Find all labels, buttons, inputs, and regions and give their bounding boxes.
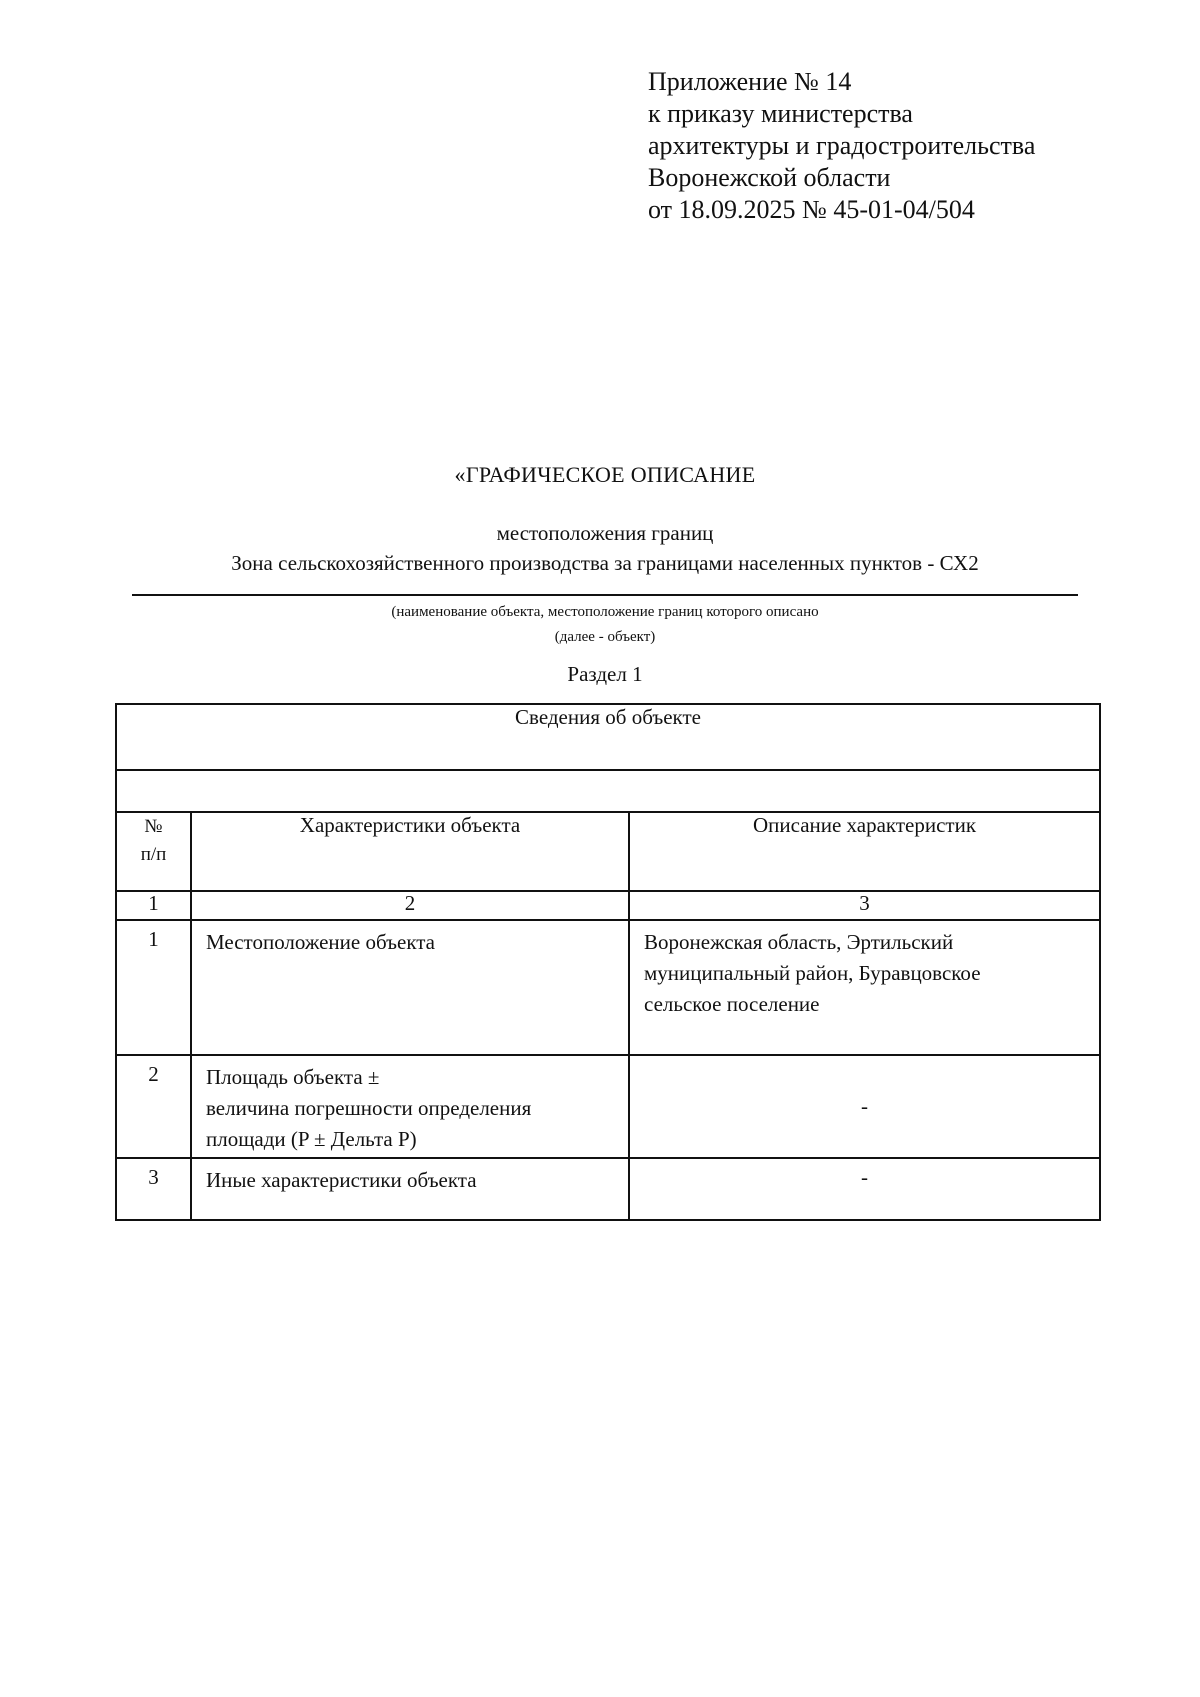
table-title-row xyxy=(116,704,1100,770)
row-num: 3 xyxy=(116,1158,191,1220)
characteristic-line: Площадь объекта ± xyxy=(206,1065,380,1089)
table-index-row xyxy=(116,891,1100,920)
row-description: - xyxy=(629,1055,1100,1158)
index-cell: 3 xyxy=(629,891,1100,920)
header-description: Описание характеристик xyxy=(629,812,1100,891)
object-info-table xyxy=(115,703,1101,1221)
section-label: Раздел 1 xyxy=(567,662,643,686)
characteristic-line: Местоположение объекта xyxy=(206,930,436,954)
header-num-line: № xyxy=(144,816,163,837)
row-num: 1 xyxy=(116,920,191,1055)
index-cell: 2 xyxy=(191,891,629,920)
document-subtitle xyxy=(132,518,1078,578)
table-row xyxy=(116,920,1100,1055)
index-cell: 1 xyxy=(116,891,191,920)
characteristic-line: Иные характеристики объекта xyxy=(206,1168,477,1192)
appendix-line: архитектуры и градостроительства xyxy=(648,131,1036,160)
row-characteristic xyxy=(191,920,629,1055)
row-description: - xyxy=(629,1158,1100,1220)
header-characteristic: Характеристики объекта xyxy=(191,812,629,891)
caption-line: (далее - объект) xyxy=(554,629,656,645)
description-line: Воронежская область, Эртильский xyxy=(644,930,954,954)
description-line: сельское поселение xyxy=(644,992,820,1016)
table-header-row xyxy=(116,812,1100,891)
table-blank-row xyxy=(116,770,1100,812)
table-row xyxy=(116,1158,1100,1220)
appendix-line: от 18.09.2025 № 45-01-04/504 xyxy=(648,195,975,224)
appendix-line: Приложение № 14 xyxy=(648,67,852,96)
characteristic-line: величина погрешности определения xyxy=(206,1096,532,1120)
table-title: Сведения об объекте xyxy=(116,704,1100,770)
appendix-line: Воронежской области xyxy=(648,163,891,192)
caption-line: (наименование объекта, местоположение границ которого описано xyxy=(391,604,819,620)
row-description xyxy=(629,920,1100,1055)
appendix-block xyxy=(648,66,1035,226)
object-name: Зона сельскохозяйственного производства за границами населенных пунктов - СХ2 xyxy=(231,551,979,575)
header-num-line: п/п xyxy=(140,844,167,865)
header-num xyxy=(116,812,191,891)
document-title: «ГРАФИЧЕСКОЕ ОПИСАНИЕ xyxy=(454,462,756,487)
row-characteristic xyxy=(191,1158,629,1220)
underline-rule xyxy=(132,594,1078,596)
subtitle-line: местоположения границ xyxy=(496,521,714,545)
blank-cell xyxy=(116,770,1100,812)
table-row xyxy=(116,1055,1100,1158)
appendix-line: к приказу министерства xyxy=(648,99,913,128)
row-characteristic xyxy=(191,1055,629,1158)
description-line: муниципальный район, Буравцовское xyxy=(644,961,981,985)
row-num: 2 xyxy=(116,1055,191,1158)
characteristic-line: площади (P ± Дельта P) xyxy=(206,1127,417,1151)
caption xyxy=(132,600,1078,650)
